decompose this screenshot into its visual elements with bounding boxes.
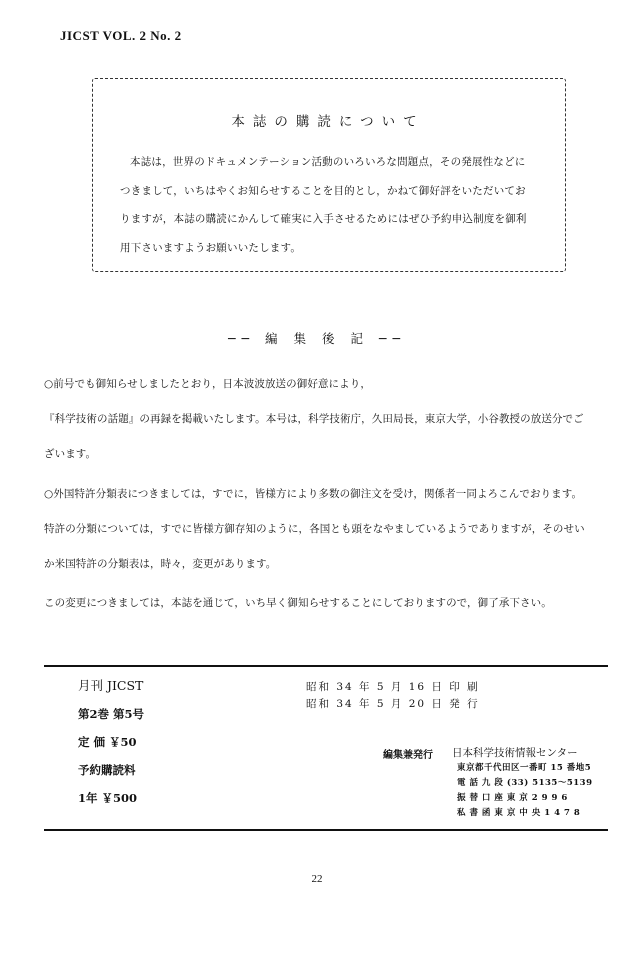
editorial-line: ざいます。	[44, 448, 97, 460]
page-number: 22	[311, 873, 323, 885]
subscription-label: 予約購読料	[78, 763, 136, 777]
colophon-left	[78, 672, 144, 812]
publisher-address: 東京都千代田区一番町 15 番地5	[457, 763, 592, 773]
subscription-price: 1年 ￥500	[78, 791, 138, 805]
magazine-title: 月刊 JICST	[78, 678, 144, 693]
transfer-account: 振 替 口 座 東 京 2 9 9 6	[457, 793, 568, 803]
notice-title: 本誌の購読について	[231, 114, 425, 130]
editorial-line: ○外国特許分類表につきましては，すでに，皆様方により多数の御注文を受け，関係者一同よろこんでおります。	[44, 488, 583, 500]
volume-issue: 第2巻 第5号	[78, 707, 145, 721]
publisher-name: 日本科学技術情報センター	[452, 747, 578, 759]
editorial-title: ── 編 集 後 記 ──	[228, 331, 406, 346]
notice-line: りますが，本誌の購読にかんして確実に入手させるためにはぜひ予約申込制度を御利	[120, 213, 527, 226]
editorial-line: 特許の分類については，すでに皆様方御存知のように，各国とも頭をなやましているようでありますが，そのせい	[44, 523, 585, 535]
colophon-top-rule	[44, 665, 608, 667]
editorial-line: この変更につきましては，本誌を通じて，いち早く御知らせすることにしておりますので，御了承下さい。	[44, 597, 552, 609]
editorial-line: か米国特許の分類表は，時々，変更があります。	[44, 558, 277, 570]
journal-header: JICST VOL. 2 No. 2	[60, 28, 182, 43]
notice-line: つきまして，いちはやくお知らせすることを目的とし，かねて御好評をいただいてお	[120, 184, 526, 197]
price: 定 価 ￥50	[78, 735, 137, 749]
print-date: 昭和 34 年 5 月 16 日 印 刷	[306, 681, 480, 693]
editorial-line: ○前号でも御知らせしましたとおり，日本波波放送の御好意により，	[44, 378, 371, 390]
issue-date: 昭和 34 年 5 月 20 日 発 行	[306, 698, 480, 710]
editorial-line: 『科学技術の話題』の再録を掲載いたします。本号は，科学技術庁，久田局長，東京大学，小谷教授の放送分でご	[44, 413, 584, 425]
notice-line: 本誌は，世界のドキュメンテーション活動のいろいろな問題点，その発展性などに	[130, 156, 526, 168]
colophon-bottom-rule	[44, 829, 608, 831]
notice-body	[120, 148, 552, 262]
publisher-phone: 電 話 九 段 (33) 5135～5139	[457, 778, 593, 788]
publisher-label: 編集兼発行	[383, 750, 433, 761]
notice-line: 用下さいますようお願いいたします。	[120, 241, 302, 254]
po-box: 私 書 函 東 京 中 央 1 4 7 8	[457, 808, 581, 818]
